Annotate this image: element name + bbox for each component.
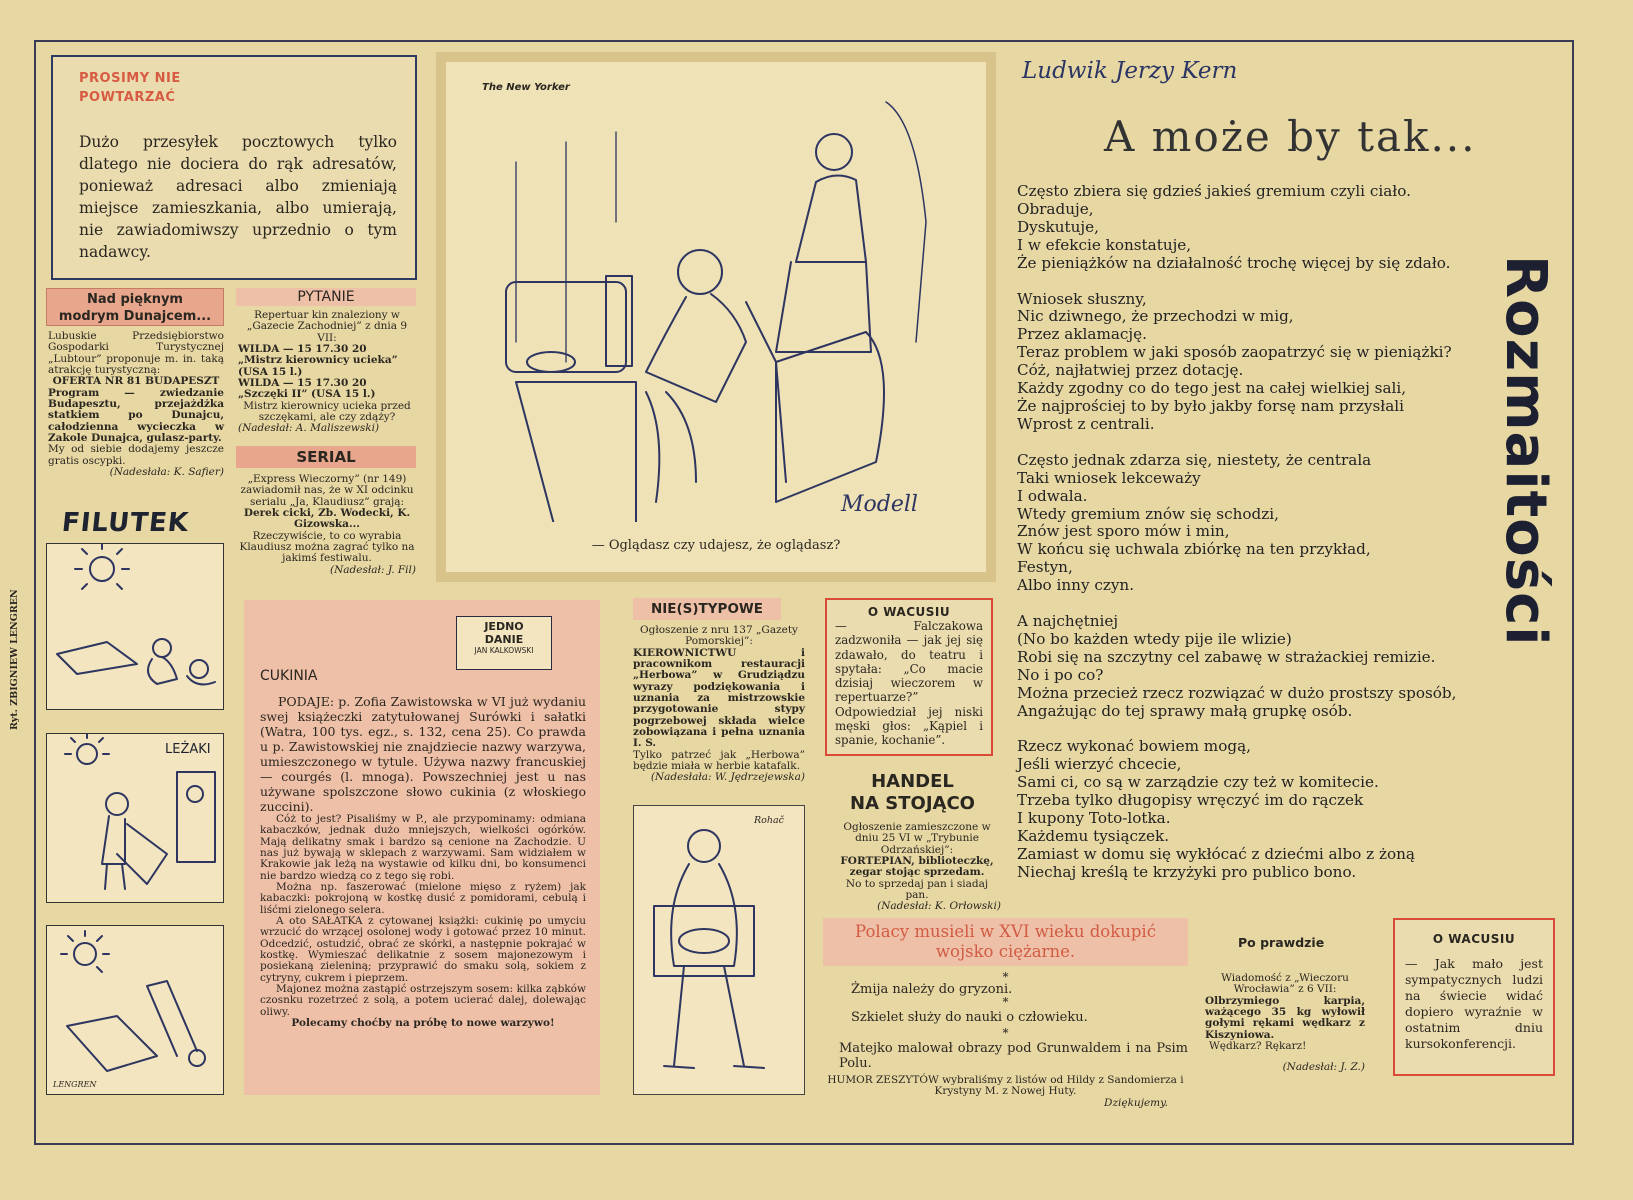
handel-body3: No to sprzedaj pan i siadaj pan. [845, 877, 989, 901]
poem-line: Robi się na szczytny cel zabawę w strażackiej remizie. [1017, 647, 1436, 666]
nietypowe-title: NIE(S)TYPOWE [650, 601, 764, 617]
man-carrying-box-illustration [634, 806, 804, 1094]
serial-cast: Derek cicki, Zb. Wodecki, K. Gizowska... [243, 506, 411, 531]
notice-title-line1: PROSIMY NIE [79, 71, 181, 86]
poem-line: Sami ci, co są w zarządzie czy też w komitecie. [1017, 773, 1379, 792]
dunajec-header [46, 288, 224, 326]
wacusiu1-body: — Falczakowa zadzwoniła — jak jej się zdawało, do teatru i spytała: „Co macie dzisiaj wieczorem w repertuarze?” Odpowiedział jej niski męski głos: „Kąpiel i spanie, kochanie”. [835, 619, 983, 748]
poem-line: Cóż, najłatwiej przez dotację. [1017, 361, 1244, 380]
poem-line: Festyn, [1017, 558, 1073, 577]
poem-line: Rzecz wykonać bowiem mogą, [1017, 737, 1251, 756]
beach-scene-2-illustration [47, 734, 223, 902]
wacusiu2-body: — Jak mało jest sympatycznych ludzi na świecie widać dopiero wyraźnie w ostatnim dniu kursokonferencji. [1405, 956, 1543, 1051]
handel-body2: FORTEPIAN, biblioteczkę, zegar stojąc sprzedam. [840, 854, 994, 879]
filutek-credit-text: Ryt. ZBIGNIEW LENGREN [9, 589, 20, 730]
filutek-logo: FILUTEK [60, 508, 191, 538]
poem-body [1017, 183, 1547, 900]
poem-line: Wprost z centrali. [1017, 414, 1155, 433]
polacy-star-2: * [1002, 995, 1009, 1009]
handel-title1: HANDEL [871, 771, 954, 792]
polacy-title-band [823, 918, 1188, 966]
pytanie-signature: (Nadesłał: A. Maliszewski) [238, 422, 380, 435]
cartoon-source: The New Yorker [482, 82, 570, 93]
logo-line2: DANIE [484, 633, 524, 646]
pytanie-row4: „Szczęki II” (USA 15 l.) [238, 388, 376, 401]
dunajec-body3: My od siebie dodajemy jeszcze gratis oscypki. [48, 443, 224, 467]
poem-line: A najchętniej [1017, 612, 1119, 631]
handel-title2: NA STOJĄCO [850, 793, 975, 814]
jedno-danie-logo [456, 616, 552, 670]
polacy-title: Polacy musieli w XVI wieku dokupić wojsko ciężarne. [855, 922, 1156, 961]
logo-author: JAN KALKOWSKI [474, 646, 534, 655]
wacusiu-box-1 [825, 598, 993, 756]
poem-title: A może by tak... [1104, 112, 1477, 161]
poem-stanza [1017, 452, 1547, 595]
serial-signature: (Nadesłał: J. Fil) [330, 563, 416, 576]
polacy-star-3: * [1002, 1026, 1009, 1040]
tv-couple-illustration [446, 62, 986, 522]
poem-line: W końcu się uchwala zbiórkę na ten przykład, [1017, 540, 1371, 559]
poem-line: No i po co? [1017, 665, 1104, 684]
cukinia-box [244, 600, 600, 1095]
serial-body1: „Express Wieczorny” (nr 149) zawiadomił nas, że w XI odcinku serialu „Ja, Klaudiusz” grają: [240, 473, 414, 508]
pytanie-body1: Repertuar kin znaleziony w „Gazecie Zachodniej” z dnia 9 VII: [246, 309, 408, 344]
poem-line: Często zbiera się gdzieś jakieś gremium czyli ciało. [1017, 182, 1411, 200]
beach-scene-1-illustration [47, 544, 223, 709]
serial-title: SERIAL [296, 448, 356, 466]
filutek-panel-2 [46, 733, 224, 903]
beach-scene-3-illustration [47, 926, 223, 1094]
poem-line: Często jednak zdarza się, niestety, że centrala [1017, 450, 1372, 469]
cukinia-lead: PODAJE: p. Zofia Zawistowska w VI już wydaniu swej książeczki zatytułowanej Surówki i sałatki (Watra, 100 tys. egz., s. 132, cena 25). Co prawda u p. Zawistowskiej nie znajdziecie nazwy warzywa, umieszczonego w tytule. Używa nazwy francuskiej — courgés (l. mnoga). Powszechniej jest u nas używane spolszczone słowo cukinia (z włoskiego zuccini). [260, 694, 586, 814]
poem-line: Obraduje, [1017, 199, 1094, 218]
cukinia-p3: A oto SAŁATKA z cytowanej książki: cukinię po umyciu wrzucić do wrzącej osolonej wody i gotować przez 10 minut. Odcedzić, ostudzić, obrać ze skórki, a następnie pokrajać w kostkę. Wymieszać delikatnie z sosem majonezowym i posiekaną zieleniną; przyprawić do smaku solą, sokiem z cytryny, cukrem i pieprzem. [260, 914, 586, 984]
filutek-artist-signature: LENGREN [53, 1080, 97, 1090]
prawdzie-title: Po prawdzie [1238, 935, 1325, 950]
poem-line: Wtedy gremium znów się schodzi, [1017, 504, 1279, 523]
pytanie-row1: WILDA — 15 17.30 20 [238, 342, 367, 355]
polacy-line2: Szkielet służy do nauki o człowieku. [851, 1010, 1088, 1025]
logo-line1: JEDNO [484, 620, 524, 633]
nietypowe-cartoon [633, 805, 805, 1095]
dunajec-signature: (Nadesłała: K. Safier) [109, 465, 224, 478]
dunajec-body2: Program — zwiedzanie Budapesztu, przejażdżka statkiem po Dunajcu, całodzienna wycieczka w Zakole Dunajca, gulasz-party. [48, 386, 224, 444]
side-title-text: Rozmaitości [1493, 255, 1558, 647]
nietypowe-body3: Tylko patrzeć jak „Herbowa” będzie miała w herbie katafalk. [633, 748, 805, 772]
poem-line: Wniosek słuszny, [1017, 289, 1147, 308]
poem-line: Można przecież rzecz rozwiązać w dużo prostszy sposób, [1017, 683, 1457, 702]
poem-line: Trzeba tylko długopisy wręczyć im do rączek [1017, 791, 1364, 810]
poem-line: Każdemu tysiączek. [1017, 827, 1170, 845]
handel-title [830, 771, 995, 815]
pytanie-title: PYTANIE [297, 289, 355, 305]
pytanie-body2: Mistrz kierownicy ucieka przed szczękami, ale czy zdąży? [243, 399, 411, 423]
pytanie-header [236, 288, 416, 306]
poem-stanza [1017, 291, 1547, 434]
poem-line: Znów jest sporo mów i min, [1017, 522, 1230, 541]
wacusiu-box-2 [1393, 918, 1555, 1076]
nietypowe-body2: KIEROWNICTWU i pracownikom restauracji „Herbowa” w Grudziądzu wyrazy podziękowania i uznania za mistrzowskie przygotowanie stypy pogrzebowej składa wielce zobowiązana i pełna uznania I. S. [633, 646, 805, 750]
polacy-signature: Dziękujemy. [1104, 1096, 1168, 1109]
serial-header [236, 446, 416, 468]
poem-line: Jeśli wierzyć chcecie, [1017, 755, 1182, 774]
cukinia-title: CUKINIA [260, 668, 318, 684]
poem-line: Zamiast w domu się wykłócać z dziećmi albo z żoną [1017, 844, 1415, 863]
notice-title-line2: POWTARZAĆ [79, 90, 176, 105]
cukinia-closing: Polecamy choćby na próbę to nowe warzywo! [291, 1016, 555, 1029]
poem-line: Że najprościej to by było jakby forsę nam przysłali [1017, 396, 1404, 415]
filutek-panel-3 [46, 925, 224, 1095]
dunajec-body [48, 331, 224, 478]
poem-line: (No bo każden wtedy pije ile wlizie) [1017, 629, 1292, 648]
pytanie-row2: „Mistrz kierownicy ucieka” (USA 15 l.) [238, 354, 398, 378]
poem-line: Albo inny czyn. [1017, 576, 1135, 595]
poem-stanza [1017, 183, 1547, 273]
polacy-body: HUMOR ZESZYTÓW wybraliśmy z listów od Hildy z Sandomierza i Krystyny M. z Nowej Huty. [827, 1074, 1184, 1098]
poem-line: Angażując do tej sprawy małą grupkę osób. [1017, 701, 1353, 720]
cukinia-p4: Majonez można zastąpić ostrzejszym sosem: kilka ząbków czosnku rozetrzeć z solą, a potem ucierać dalej, dolewając oliwy. [260, 982, 586, 1018]
dunajec-body1: Lubuskie Przedsiębiorstwo Gospodarki Turystycznej „Lubtour” proponuje m. in. taką atrakcję turystyczną: [48, 330, 224, 376]
nietypowe-signature: (Nadesłała: W. Jędrzejewska) [650, 771, 805, 784]
poem-line: Że pieniążków na działalność trochę więcej by się zdało. [1017, 253, 1451, 272]
polacy-star-1: * [1002, 970, 1009, 984]
poem-line: Teraz problem w jaki sposób zaopatrzyć się w pieniążki? [1017, 343, 1452, 362]
pytanie-body [238, 310, 416, 435]
filutek-panel-1 [46, 543, 224, 710]
handel-body1: Ogłoszenie zamieszczone w dniu 25 VI w „Trybunie Odrzańskiej”: [843, 821, 991, 856]
notice-body: Dużo przesyłek pocztowych tylko dlatego nie dociera do rąk adresatów, ponieważ adresaci albo zmieniają miejsce zamieszkania, albo umierają, nie zawiadomiwszy uprzednio o tym nadawcy. [79, 133, 397, 261]
wacusiu2-title: O WACUSIU [1432, 932, 1516, 946]
nietypowe-cartoon-author: Rohač [754, 815, 784, 826]
poem-line: Nic dziwnego, że przechodzi w mig, [1017, 307, 1294, 326]
polacy-box [823, 918, 1188, 1109]
nietypowe-body1: Ogłoszenie z nru 137 „Gazety Pomorskiej”: [640, 624, 798, 648]
poem-stanza [1017, 613, 1547, 720]
dunajec-title: Nad pięknym modrym Dunajcem... [58, 292, 212, 324]
cukinia-p1: Cóż to jest? Pisaliśmy w P., ale przypominamy: odmiana kabaczków, jednak dużo mniejszych, wielkości ogórków. Mają delikatny smak i bardzo są cenione na Zachodzie. U nas już bywają w sklepach z warzywami. Sam widziałem w Krakowie jak leżą na wystawie od kilku dni, bo konsumenci nie bardzo wiedzą co z tego się robi. [260, 813, 586, 882]
poem-line: Taki wniosek lekceważy [1017, 468, 1201, 487]
nietypowe-header [633, 598, 781, 620]
prawdzie-body1: Wiadomość z „Wieczoru Wrocławia” z 6 VII: [1221, 972, 1349, 996]
cartoon-caption: — Oglądasz czy udajesz, że oglądasz? [591, 538, 841, 553]
poem-author: Ludwik Jerzy Kern [1022, 58, 1238, 84]
poem-line: I w efekcie konstatuje, [1017, 235, 1192, 254]
nietypowe-body [633, 625, 805, 784]
wacusiu1-title: O WACUSIU [867, 605, 951, 619]
poem-stanza [1017, 738, 1547, 881]
pytanie-row3: WILDA — 15 17.30 20 [238, 376, 367, 389]
poem-line: Dyskutuje, [1017, 217, 1099, 236]
polacy-line3: Matejko malował obrazy pod Grunwaldem i na Psim Polu. [839, 1041, 1188, 1071]
polacy-line1: Żmija należy do gryzoni. [851, 982, 1013, 997]
dunajec-offer: OFERTA NR 81 BUDAPESZT [52, 375, 220, 388]
poem-line: Niechaj kreślą te krzyżyki pro publico bono. [1017, 862, 1357, 881]
prawdzie-body3: Wędkarz? Rękarz! [1209, 1039, 1307, 1052]
filutek-credit [10, 560, 26, 730]
cartoon-signature: Modell [841, 492, 918, 517]
poem-line: I odwala. [1017, 486, 1088, 505]
poem-line: Przez aklamację. [1017, 325, 1147, 344]
prawdzie-body [1205, 973, 1365, 1074]
poem-line: I kupony Toto-lotka. [1017, 809, 1171, 828]
cukinia-p2: Można np. faszerować (mielone mięso z ryżem) jak kabaczki: pokrojoną w kostkę dusić z pomidorami, cebulą i liśćmi zielonego selera. [260, 880, 586, 916]
prawdzie-body2: Olbrzymiego karpia, ważącego 35 kg wyłowił gołymi rękami wędkarz z Kiszyniowa. [1205, 994, 1365, 1041]
serial-body [238, 474, 416, 576]
side-title [1488, 255, 1563, 725]
prawdzie-signature: (Nadesłał: J. Z.) [1282, 1061, 1365, 1074]
new-yorker-cartoon [436, 52, 996, 582]
handel-body [833, 822, 1001, 913]
serial-body2: Rzeczywiście, to co wyrabia Klaudiusz można zagrać tylko na jakimś festiwalu. [239, 529, 415, 565]
filutek-panel2-label: LEŻAKI [165, 742, 211, 757]
handel-signature: (Nadesłał: K. Orłowski) [877, 900, 1001, 913]
poem-line: Każdy zgodny co do tego jest na całej wielkiej sali, [1017, 379, 1407, 398]
notice-box [51, 55, 417, 280]
notice-title [79, 69, 397, 107]
